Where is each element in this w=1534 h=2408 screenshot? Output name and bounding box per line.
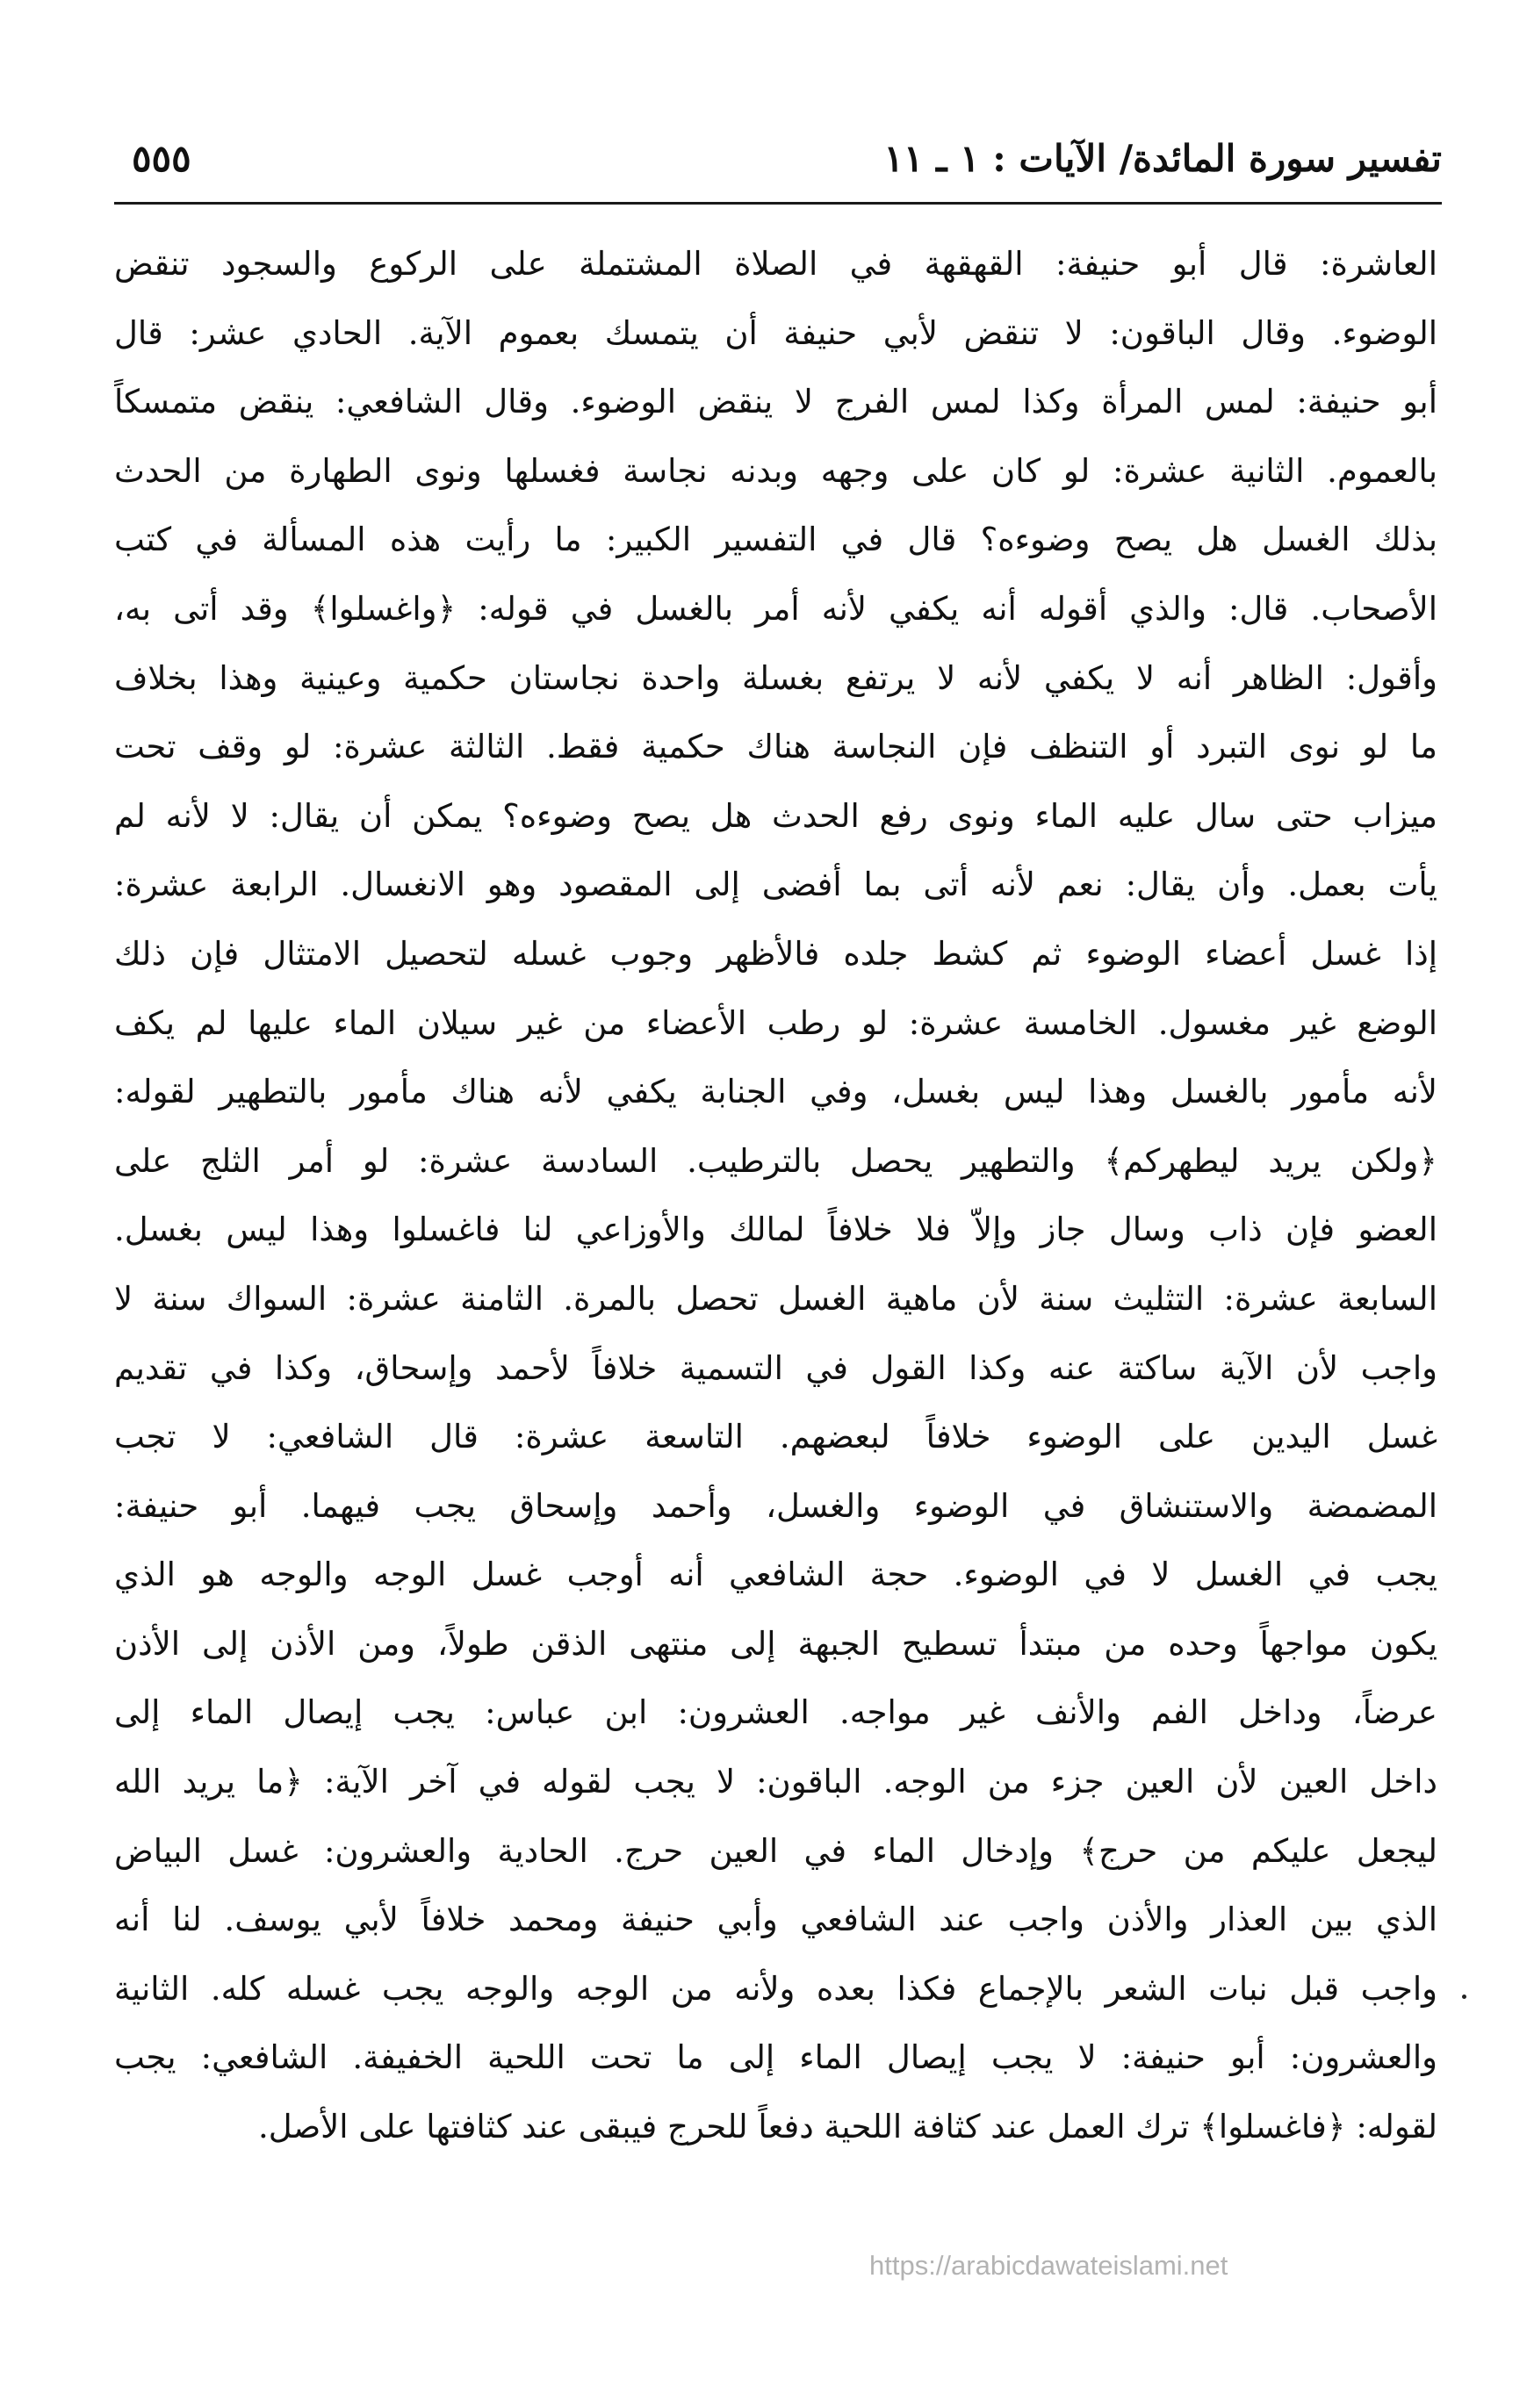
text-line: واجب لأن الآية ساكتة عنه وكذا القول في التسمية خلافاً لأحمد وإسحاق، وكذا في تقديم: [114, 1348, 1437, 1387]
page-number: ٥٥٥: [132, 137, 191, 180]
text-line: يكون مواجهاً وحده من مبتدأ تسطيح الجبهة إلى منتهى الذقن طولاً، ومن الأذن إلى الأذن: [114, 1624, 1437, 1663]
text-line: ميزاب حتى سال عليه الماء ونوى رفع الحدث هل يصح وضوءه؟ يمكن أن يقال: لا لأنه لم: [114, 796, 1437, 835]
text-line: السابعة عشرة: التثليث سنة لأن ماهية الغسل تحصل بالمرة. الثامنة عشرة: السواك سنة لا: [114, 1279, 1437, 1318]
text-line: ليجعل عليكم من حرج﴾ وإدخال الماء في العين حرج. الحادية والعشرون: غسل البياض: [114, 1831, 1437, 1870]
text-line: الذي بين العذار والأذن واجب عند الشافعي وأبي حنيفة ومحمد خلافاً لأبي يوسف. لنا أنه: [114, 1901, 1437, 1939]
text-line: داخل العين لأن العين جزء من الوجه. الباقون: لا يجب لقوله في آخر الآية: ﴿ما يريد الله: [114, 1763, 1437, 1801]
text-line: ما لو نوى التبرد أو التنظف فإن النجاسة هناك حكمية فقط. الثالثة عشرة: لو وقف تحت: [114, 728, 1437, 766]
text-line: بذلك الغسل هل يصح وضوءه؟ قال في التفسير الكبير: ما رأيت هذه المسألة في كتب: [114, 521, 1437, 559]
text-line: لأنه مأمور بالغسل وهذا ليس بغسل، وفي الجنابة يكفي لأنه هناك مأمور بالتطهير لقوله:: [114, 1073, 1437, 1111]
text-line: والعشرون: أبو حنيفة: لا يجب إيصال الماء إلى ما تحت اللحية الخفيفة. الشافعي: يجب: [114, 2038, 1437, 2077]
text-line: واجب قبل نبات الشعر بالإجماع فكذا بعده ولأنه من الوجه والوجه يجب غسله كله. الثانية: [114, 1969, 1437, 2008]
scan-speck: [1462, 1995, 1466, 1999]
text-line: يجب في الغسل لا في الوضوء. حجة الشافعي أنه أوجب غسل الوجه والوجه هو الذي: [114, 1556, 1437, 1594]
text-line: غسل اليدين على الوضوء خلافاً لبعضهم. التاسعة عشرة: قال الشافعي: لا تجب: [114, 1418, 1437, 1456]
text-line: الأصحاب. قال: والذي أقوله أنه يكفي لأنه أمر بالغسل في قوله: ﴿واغسلوا﴾ وقد أتى به،: [114, 589, 1437, 628]
text-line: وأقول: الظاهر أنه لا يكفي لأنه لا يرتفع بغسلة واحدة نجاستان حكمية وعينية وهذا بخلاف: [114, 658, 1437, 697]
text-line: المضمضة والاستنشاق في الوضوء والغسل، وأحمد وإسحاق يجب فيهما. أبو حنيفة:: [114, 1486, 1437, 1525]
text-line: الوضوء. وقال الباقون: لا تنقض لأبي حنيفة أن يتمسك بعموم الآية. الحادي عشر: قال: [114, 313, 1437, 352]
text-line: الوضع غير مغسول. الخامسة عشرة: لو رطب الأعضاء من غير سيلان الماء عليها لم يكف: [114, 1003, 1437, 1042]
text-line: العاشرة: قال أبو حنيفة: القهقهة في الصلاة المشتملة على الركوع والسجود تنقض: [114, 245, 1437, 283]
text-line-last: لقوله: ﴿فاغسلوا﴾ ترك العمل عند كثافة اللحية دفعاً للحرج فيبقى عند كثافتها على الأصل.: [257, 2108, 1437, 2146]
text-line: العضو فإن ذاب وسال جاز وإلاّ فلا خلافاً لمالك والأوزاعي لنا فاغسلوا وهذا ليس بغسل.: [114, 1211, 1437, 1249]
text-line: إذا غسل أعضاء الوضوء ثم كشط جلده فالأظهر وجوب غسله لتحصيل الامتثال فإن ذلك: [114, 934, 1437, 973]
text-line: يأت بعمل. وأن يقال: نعم لأنه أتى بما أفضى إلى المقصود وهو الانغسال. الرابعة عشرة:: [114, 866, 1437, 904]
page-header: [114, 132, 1442, 205]
watermark-url: https://arabicdawateislami.net: [869, 2250, 1228, 2281]
running-title: تفسير سورة المائدة/ الآيات : ١ ـ ١١: [883, 137, 1442, 180]
text-line: أبو حنيفة: لمس المرأة وكذا لمس الفرج لا ينقض الوضوء. وقال الشافعي: ينقض متمسكاً: [114, 383, 1437, 421]
text-line: بالعموم. الثانية عشرة: لو كان على وجهه وبدنه نجاسة فغسلها ونوى الطهارة من الحدث: [114, 451, 1437, 490]
text-line: ﴿ولكن يريد ليطهركم﴾ والتطهير يحصل بالترطيب. السادسة عشرة: لو أمر الثلج على: [114, 1141, 1437, 1180]
body-text: [114, 230, 1437, 2162]
text-line: عرضاً، وداخل الفم والأنف غير مواجه. العشرون: ابن عباس: يجب إيصال الماء إلى: [114, 1693, 1437, 1732]
